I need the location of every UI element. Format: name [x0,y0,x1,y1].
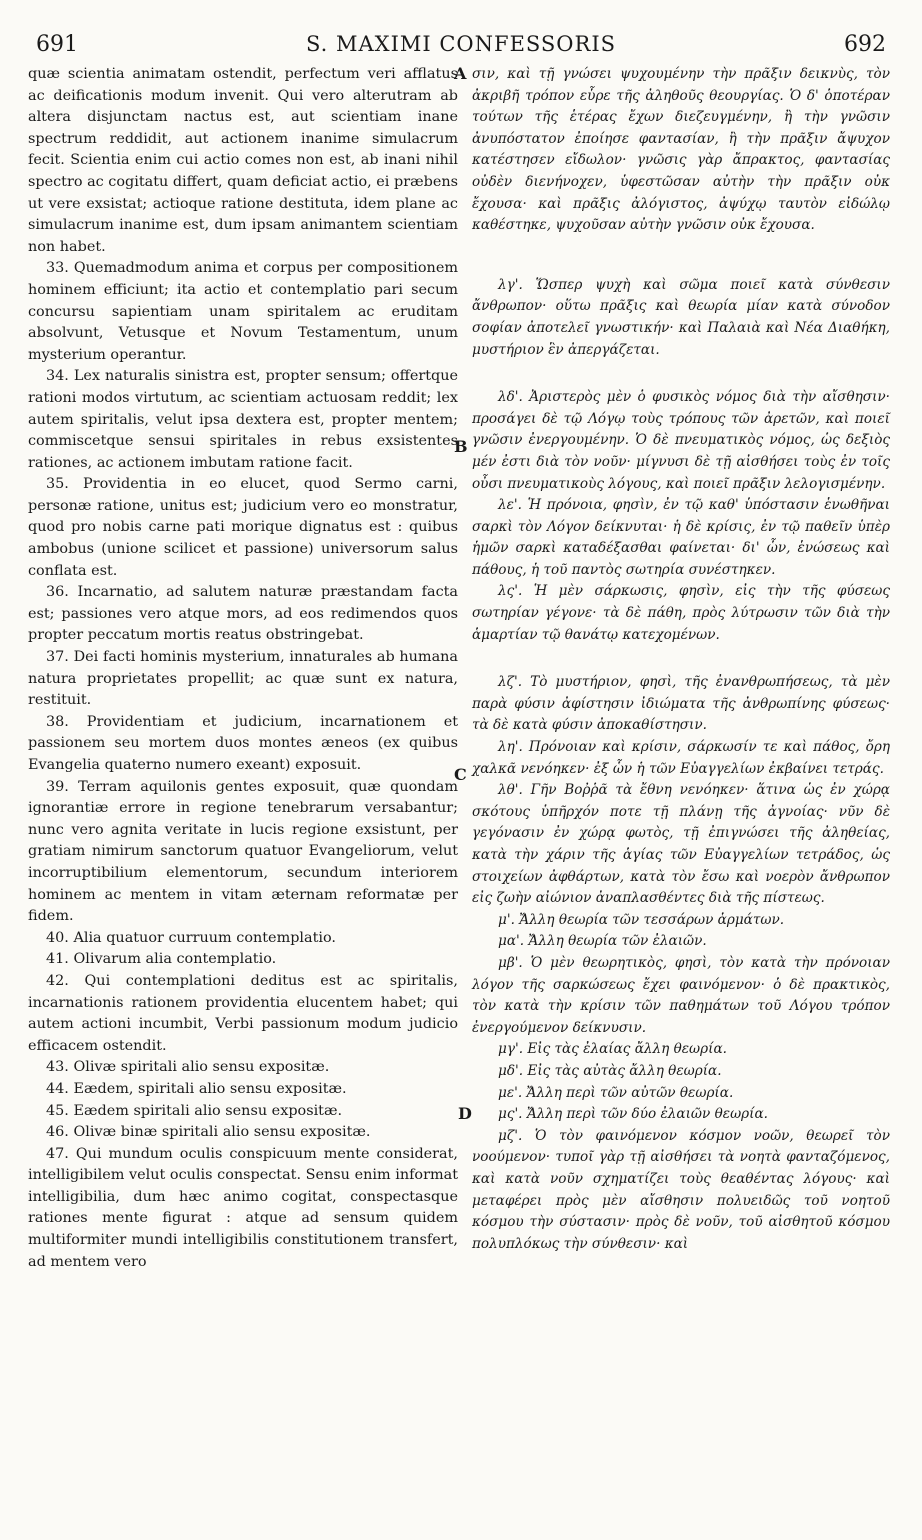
latin-paragraph: 38. Providentiam et judicium, incarnationem et passionem seu mortem duos montes æneos (ex quibus Evangelia quaterno numero exeant) exposuit. [28,713,458,773]
page-header [0,30,922,60]
greek-paragraph: μγ'. Εἰς τὰς ἐλαίας ἄλλη θεωρία. [498,1041,727,1058]
latin-paragraph: 40. Alia quatuor curruum contemplatio. [46,929,336,946]
greek-paragraph: λε'. Ἡ πρόνοια, φησὶν, ἐν τῷ καθ' ὑπόστασιν ἑνωθῆναι σαρκὶ τὸν Λόγον δείκνυται· ἡ δὲ κρίσις, ἐν τῷ παθεῖν ὑπὲρ ἡμῶν σαρκὶ καταδέξασθαι φαίνεται· δι' ὧν, ἑνώσεως καὶ πάθους, ἡ τοῦ παντὸς σωτηρία συνέστηκεν. [472,497,890,578]
greek-paragraph: λδ'. Ἀριστερὸς μὲν ὁ φυσικὸς νόμος διὰ τὴν αἴσθησιν· προσάγει δὲ τῷ Λόγῳ τοὺς τρόπους τῶν ἀρετῶν, καὶ ποιεῖ γνῶσιν ἐνεργουμένην. Ὁ δὲ πνευματικὸς νόμος, ὡς δεξιὸς μέν ἐστι διὰ τὸν νοῦν· μίγνυσι δὲ τῇ αἰσθήσει τοὺς ἐν τοῖς οὖσι πνευματικοὺς λόγους, καὶ ποιεῖ πρᾶξιν λελογισμένην. [472,389,890,492]
latin-paragraph: 33. Quemadmodum anima et corpus per compositionem hominem efficiunt; ita actio et contemplatio pari secum concursu sapientiam unam spiritalem ac eruditam absolvunt, Vetusque et Novum Testamentum, unum mysterium operantur. [28,260,458,363]
latin-paragraph: 44. Eædem, spiritali alio sensu expositæ. [46,1080,347,1097]
latin-paragraph: quæ scientia animatam ostendit, perfectum veri afflatus ac deificationis modum invenit. Qui vero alterutram ab altera disjunctam nactus est, aut scientiam inane spectrum reddidit, aut actionem inanime simulacrum fecit. Scientia enim cui actio comes non est, ab inani nihil spectro ac cogitatu differt, quam deficiat actio, ei præbens ut vere exsistat; actioque ratione destituta, idem plane ac simulacrum inanime est, dum ipsam animantem scientiam non habet. [28,66,458,255]
latin-paragraph: 39. Terram aquilonis gentes exposuit, quæ quondam ignorantiæ errore in regione tenebrarum versabantur; nunc vero agnita veritate in lucis regione exsistunt, per gratiam nimirum sanctorum quatuor Evangeliorum, velut incorruptibilium elementorum, secundum interiorem hominem ac mentem in vitam æternam reformatæ per fidem. [28,778,458,925]
running-title: S. MAXIMI CONFESSORIS [305,32,617,56]
greek-paragraph: λζ'. Τὸ μυστήριον, φησὶ, τῆς ἐνανθρωπήσεως, τὰ μὲν παρὰ φύσιν ἀφίστησιν ἰδιώματα τῆς ἀνθρωπίνης φύσεως· τὰ δὲ κατὰ φύσιν ἀποκαθίστησιν. [472,674,890,734]
latin-column [28,64,458,1273]
greek-paragraph: λη'. Πρόνοιαν καὶ κρίσιν, σάρκωσίν τε καὶ πάθος, ὄρη χαλκᾶ νενόηκεν· ἐξ ὧν ἡ τῶν Εὐαγγελίων ἐκβαίνει τετράς. [472,739,890,777]
greek-paragraph: λγ'. Ὥσπερ ψυχὴ καὶ σῶμα ποιεῖ κατὰ σύνθεσιν ἄνθρωπον· οὕτω πρᾶξις καὶ θεωρία μίαν κατὰ σύνοδον σοφίαν ἀποτελεῖ γνωστικήν· καὶ Παλαιὰ καὶ Νέα Διαθήκη, μυστήριον ἓν ἀπεργάζεται. [472,276,890,358]
greek-paragraph: μ'. Ἄλλη θεωρία τῶν τεσσάρων ἁρμάτων. [498,911,785,928]
latin-paragraph: 37. Dei facti hominis mysterium, innaturales ab humana natura proprietates propellit; ac quæ sunt ex natura, restituit. [28,649,458,709]
greek-paragraph: μς'. Ἄλλη περὶ τῶν δύο ἐλαιῶν θεωρία. [498,1106,768,1123]
greek-paragraph: μβ'. Ὁ μὲν θεωρητικὸς, φησὶ, τὸν κατὰ τὴν πρόνοιαν λόγον τῆς σαρκώσεως ἔχει φαινόμενον· ὁ δὲ πρακτικὸς, τὸν κατὰ τὴν κρίσιν τῶν παθημάτων τοῦ Λόγου τρόπον ἐνεργούμενον δείκνυσιν. [472,954,890,1036]
latin-paragraph: 47. Qui mundum oculis conspicuum mente considerat, intelligibilem velut oculis conspectat. Sensu enim informat intelligibilia, dum hæc animo cogitat, conspectasque rationes mente figurat : atque ad sensum quidem multiformiter mundi intelligibilis constitutionem transfert, ad mentem vero [28,1145,458,1270]
latin-paragraph: 35. Providentia in eo elucet, quod Sermo carni, personæ ratione, unitus est; judicium vero eo monstratur, quod pro nobis carne pati morique dignatus est : quibus ambobus (unione scilicet et passione) universorum salus conflata est. [28,476,458,579]
margin-marker-c: C [454,765,467,784]
latin-paragraph: 46. Olivæ binæ spiritali alio sensu expositæ. [46,1124,371,1141]
margin-marker-d: D [458,1104,472,1123]
greek-paragraph: μα'. Ἄλλη θεωρία τῶν ἐλαιῶν. [498,933,707,950]
greek-paragraph: με'. Ἄλλη περὶ τῶν αὐτῶν θεωρία. [498,1084,734,1101]
latin-paragraph: 45. Eædem spiritali alio sensu expositæ. [46,1102,343,1119]
latin-paragraph: 43. Olivæ spiritali alio sensu expositæ. [46,1059,330,1076]
greek-paragraph: λθ'. Γῆν Βοῤῥᾶ τὰ ἔθνη νενόηκεν· ἅτινα ὡς ἐν χώρᾳ σκότους ὑπῆρχόν ποτε τῇ πλάνῃ τῆς ἀγνοίας· νῦν δὲ γεγόνασιν ἐν χώρᾳ φωτὸς, τῇ ἐπιγνώσει τῆς ἀληθείας, κατὰ τὴν χάριν τῆς ἁγίας τῶν Εὐαγγελίων τετράδος, ὡς στοιχείων ἀφθάρτων, κατὰ τὸν ἔσω καὶ νοερὸν ἄνθρωπον εἰς ζωὴν αἰώνιον ἀναπλασθέντες διὰ τῆς πίστεως. [472,782,890,907]
latin-paragraph: 42. Qui contemplationi deditus est ac spiritalis, incarnationis rationem providentia elucentem habet; qui autem actioni incumbit, Verbi passionum modum judicio efficacem ostendit. [28,972,458,1054]
greek-paragraph: μζ'. Ὁ τὸν φαινόμενον κόσμον νοῶν, θεωρεῖ τὸν νοούμενον· τυποῖ γὰρ τῇ αἰσθήσει τὰ νοητὰ φανταζόμενος, καὶ κατὰ νοῦν σχηματίζει τοὺς θεαθέντας λόγους· καὶ μεταφέρει πρὸς μὲν αἴσθησιν πολυειδῶς τοῦ νοητοῦ κόσμου τὴν σύστασιν· πρὸς δὲ νοῦν, τοῦ αἰσθητοῦ κόσμου πολυπλόκως τὴν σύνθεσιν· καὶ [472,1127,890,1252]
left-page-number: 691 [36,32,78,57]
greek-paragraph: σιν, καὶ τῇ γνώσει ψυχουμένην τὴν πρᾶξιν δεικνὺς, τὸν ἀκριβῆ τρόπον εὗρε τῆς ἀληθοῦς θεουργίας. Ὁ δ' ὁποτέραν τούτων τῆς ἑτέρας ἔχων διεζευγμένην, ἢ τὴν γνῶσιν ἀνυπόστατον ἐποίησε φαντασίαν, ἢ τὴν πρᾶξιν ἄψυχον κατέστησεν εἴδωλον· γνῶσις γὰρ ἄπρακτος, φαντασίας οὐδὲν διενήνοχεν, ὑφεστῶσαν αὐτὴν τὴν πρᾶξιν οὐκ ἔχουσα· καὶ πρᾶξις ἀλόγιστος, ἀψύχῳ ταυτὸν εἰδώλῳ καθέστηκε, ψυχοῦσαν αὐτὴν γνῶσιν οὐκ ἔχουσα. [472,66,890,234]
latin-paragraph: 36. Incarnatio, ad salutem naturæ præstandam facta est; passiones vero atque mors, ad eos redimendos quos propter peccatum mortis reatus obstringebat. [28,584,458,644]
greek-paragraph: λς'. Ἡ μὲν σάρκωσις, φησὶν, εἰς τὴν τῆς φύσεως σωτηρίαν γέγονε· τὰ δὲ πάθη, πρὸς λύτρωσιν τῶν διὰ τὴν ἁμαρτίαν τῷ θανάτῳ κατεχομένων. [472,583,890,643]
greek-column [472,64,890,1255]
margin-marker-a: A [454,64,467,83]
margin-marker-b: B [454,437,468,456]
latin-paragraph: 41. Olivarum alia contemplatio. [46,951,277,968]
greek-paragraph: μδ'. Εἰς τὰς αὐτὰς ἄλλη θεωρία. [498,1062,722,1079]
right-page-number: 692 [844,32,886,57]
latin-paragraph: 34. Lex naturalis sinistra est, propter sensum; offertque rationi modos virtutum, ac scientiam actuosam reddit; lex autem spiritalis, velut ipsa dextera est, propter mentem; commiscetque sensui spiritales in rebus exsistentes rationes, ac actionem imbutam ratione facit. [28,368,458,471]
